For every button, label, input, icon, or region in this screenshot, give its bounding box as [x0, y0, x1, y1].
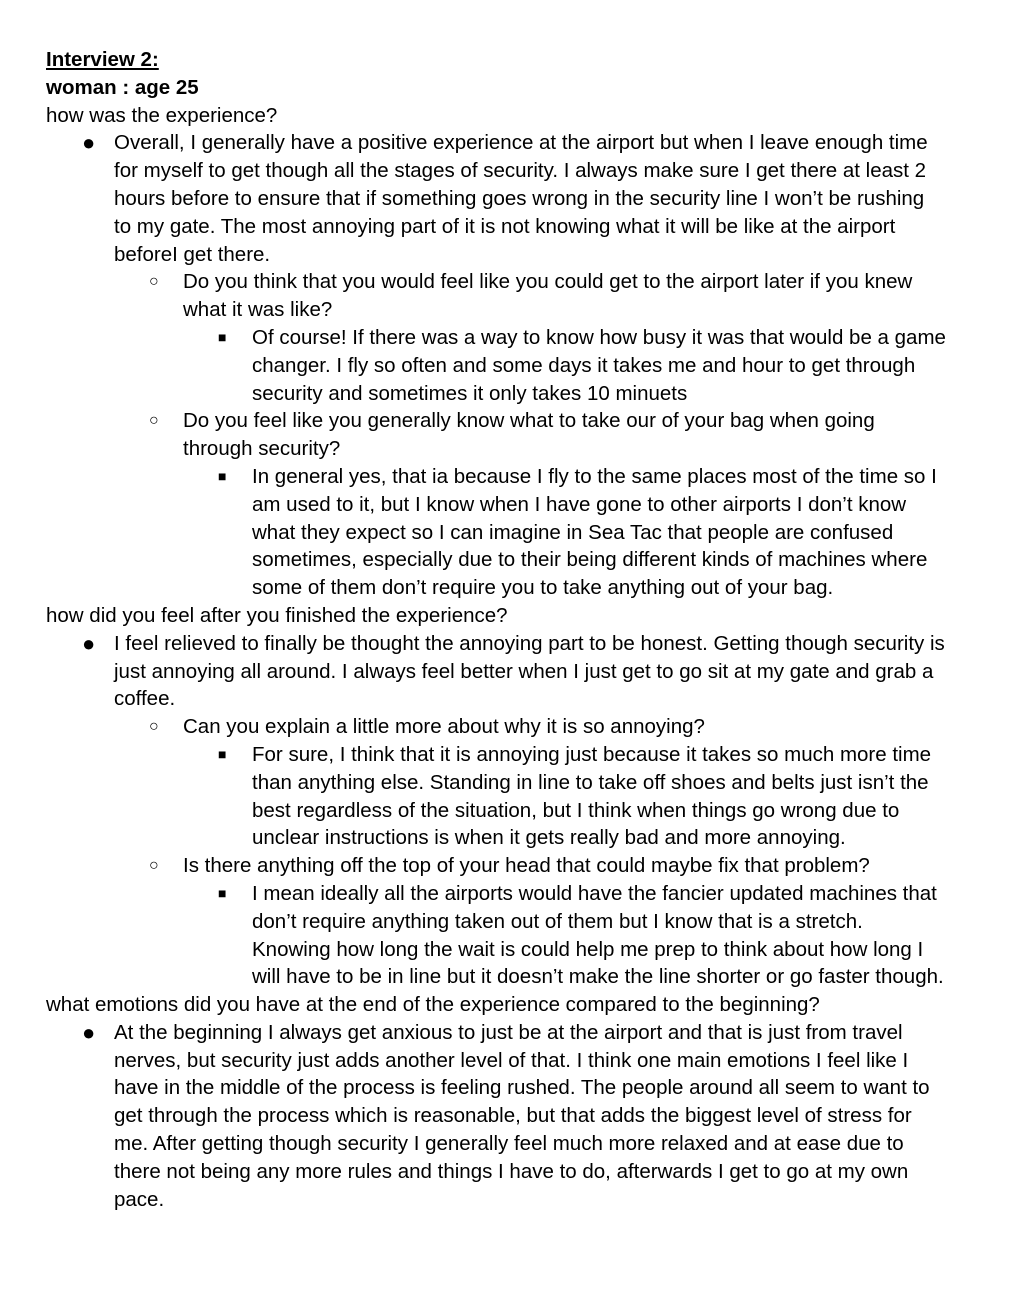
answer-list-3 — [46, 1019, 946, 1214]
answer-text: At the beginning I always get anxious to just be at the airport and that is just from travel nerves, but security just adds another level of that. I think one main emotions I feel like I have in the middle of the process is feeling rushed. The people around all seem to want to get through the process which is reasonable, but that adds the biggest level of stress for me. After getting though security I generally feel much more relaxed and at ease due to there not being any more rules and things I have to do, afterwards I get to go at my own pace. — [114, 1020, 930, 1211]
list-item — [183, 741, 946, 852]
document-title: Interview 2: — [46, 48, 159, 71]
followup-answer-list — [183, 741, 946, 852]
list-item — [114, 713, 946, 852]
followup-question: Do you feel like you generally know what to take our of your bag when going through security? — [183, 409, 875, 461]
list-item — [46, 129, 946, 602]
followup-answer-list — [183, 880, 946, 991]
bullet-icon: ● — [82, 130, 96, 156]
answer-text: Overall, I generally have a positive experience at the airport but when I leave enough time for myself to get though all the stages of security. I always make sure I get there at least 2 hours before to ensure that if something goes wrong in the security line I won’t be rushing to my gate. The most annoying part of it is not knowing what it will be like at the airport beforeI get there. — [114, 131, 928, 266]
square-bullet-icon: ■ — [218, 745, 227, 762]
circle-bullet-icon: ○ — [149, 857, 159, 875]
question-2: how did you feel after you finished the experience? — [46, 603, 508, 627]
list-item — [183, 880, 946, 991]
question-1: how was the experience? — [46, 103, 278, 127]
answer-list-1 — [46, 129, 946, 602]
square-bullet-icon: ■ — [218, 328, 227, 345]
followup-list — [114, 268, 946, 602]
followup-question: Do you think that you would feel like you could get to the airport later if you knew what it was like? — [183, 270, 913, 322]
square-bullet-icon: ■ — [218, 884, 227, 901]
circle-bullet-icon: ○ — [149, 718, 159, 736]
list-item — [183, 463, 946, 602]
followup-answer: Of course! If there was a way to know how busy it was that would be a game changer. I fly so often and some days it takes me and hour to get through security and sometimes it only takes 10 minuets — [252, 325, 946, 405]
list-item — [183, 324, 946, 407]
followup-answer: For sure, I think that it is annoying just because it takes so much more time than anything else. Standing in line to take off shoes and belts just isn’t the best regardless of the situation, but I think when things go wrong due to unclear instructions is when it gets really bad and more annoying. — [252, 742, 932, 850]
question-3: what emotions did you have at the end of the experience compared to the beginning? — [46, 993, 820, 1017]
answer-text: I feel relieved to finally be thought the annoying part to be honest. Getting though security is just annoying all around. I always feel better when I just get to go sit at my gate and grab a coffee. — [114, 631, 945, 711]
bullet-icon: ● — [82, 630, 96, 656]
circle-bullet-icon: ○ — [149, 273, 159, 291]
list-item — [114, 852, 946, 991]
followup-list — [114, 713, 946, 991]
followup-question: Is there anything off the top of your head that could maybe fix that problem? — [183, 854, 870, 878]
followup-answer: In general yes, that ia because I fly to the same places most of the time so I am used to it, but I know when I have gone to other airports I don’t know what they expect so I can imagine in Sea Tac that people are confused sometimes, especially due to their being different kinds of machines where some of them don’t require you to take anything out of your bag. — [252, 464, 937, 600]
document-page — [46, 46, 946, 1213]
document-subtitle: woman : age 25 — [46, 75, 199, 99]
followup-answer-list — [183, 463, 946, 602]
list-item — [114, 407, 946, 602]
bullet-icon: ● — [82, 1019, 96, 1045]
list-item — [46, 1019, 946, 1214]
list-item — [46, 630, 946, 991]
square-bullet-icon: ■ — [218, 467, 227, 484]
followup-answer: I mean ideally all the airports would have the fancier updated machines that don’t require anything taken out of them but I know that is a stretch. Knowing how long the wait is could help me prep to think about how long I will have to be in line but it doesn’t make the line shorter or go faster though. — [252, 881, 944, 989]
list-item — [114, 268, 946, 407]
circle-bullet-icon: ○ — [149, 412, 159, 430]
answer-list-2 — [46, 630, 946, 991]
followup-answer-list — [183, 324, 946, 407]
followup-question: Can you explain a little more about why it is so annoying? — [183, 715, 705, 739]
